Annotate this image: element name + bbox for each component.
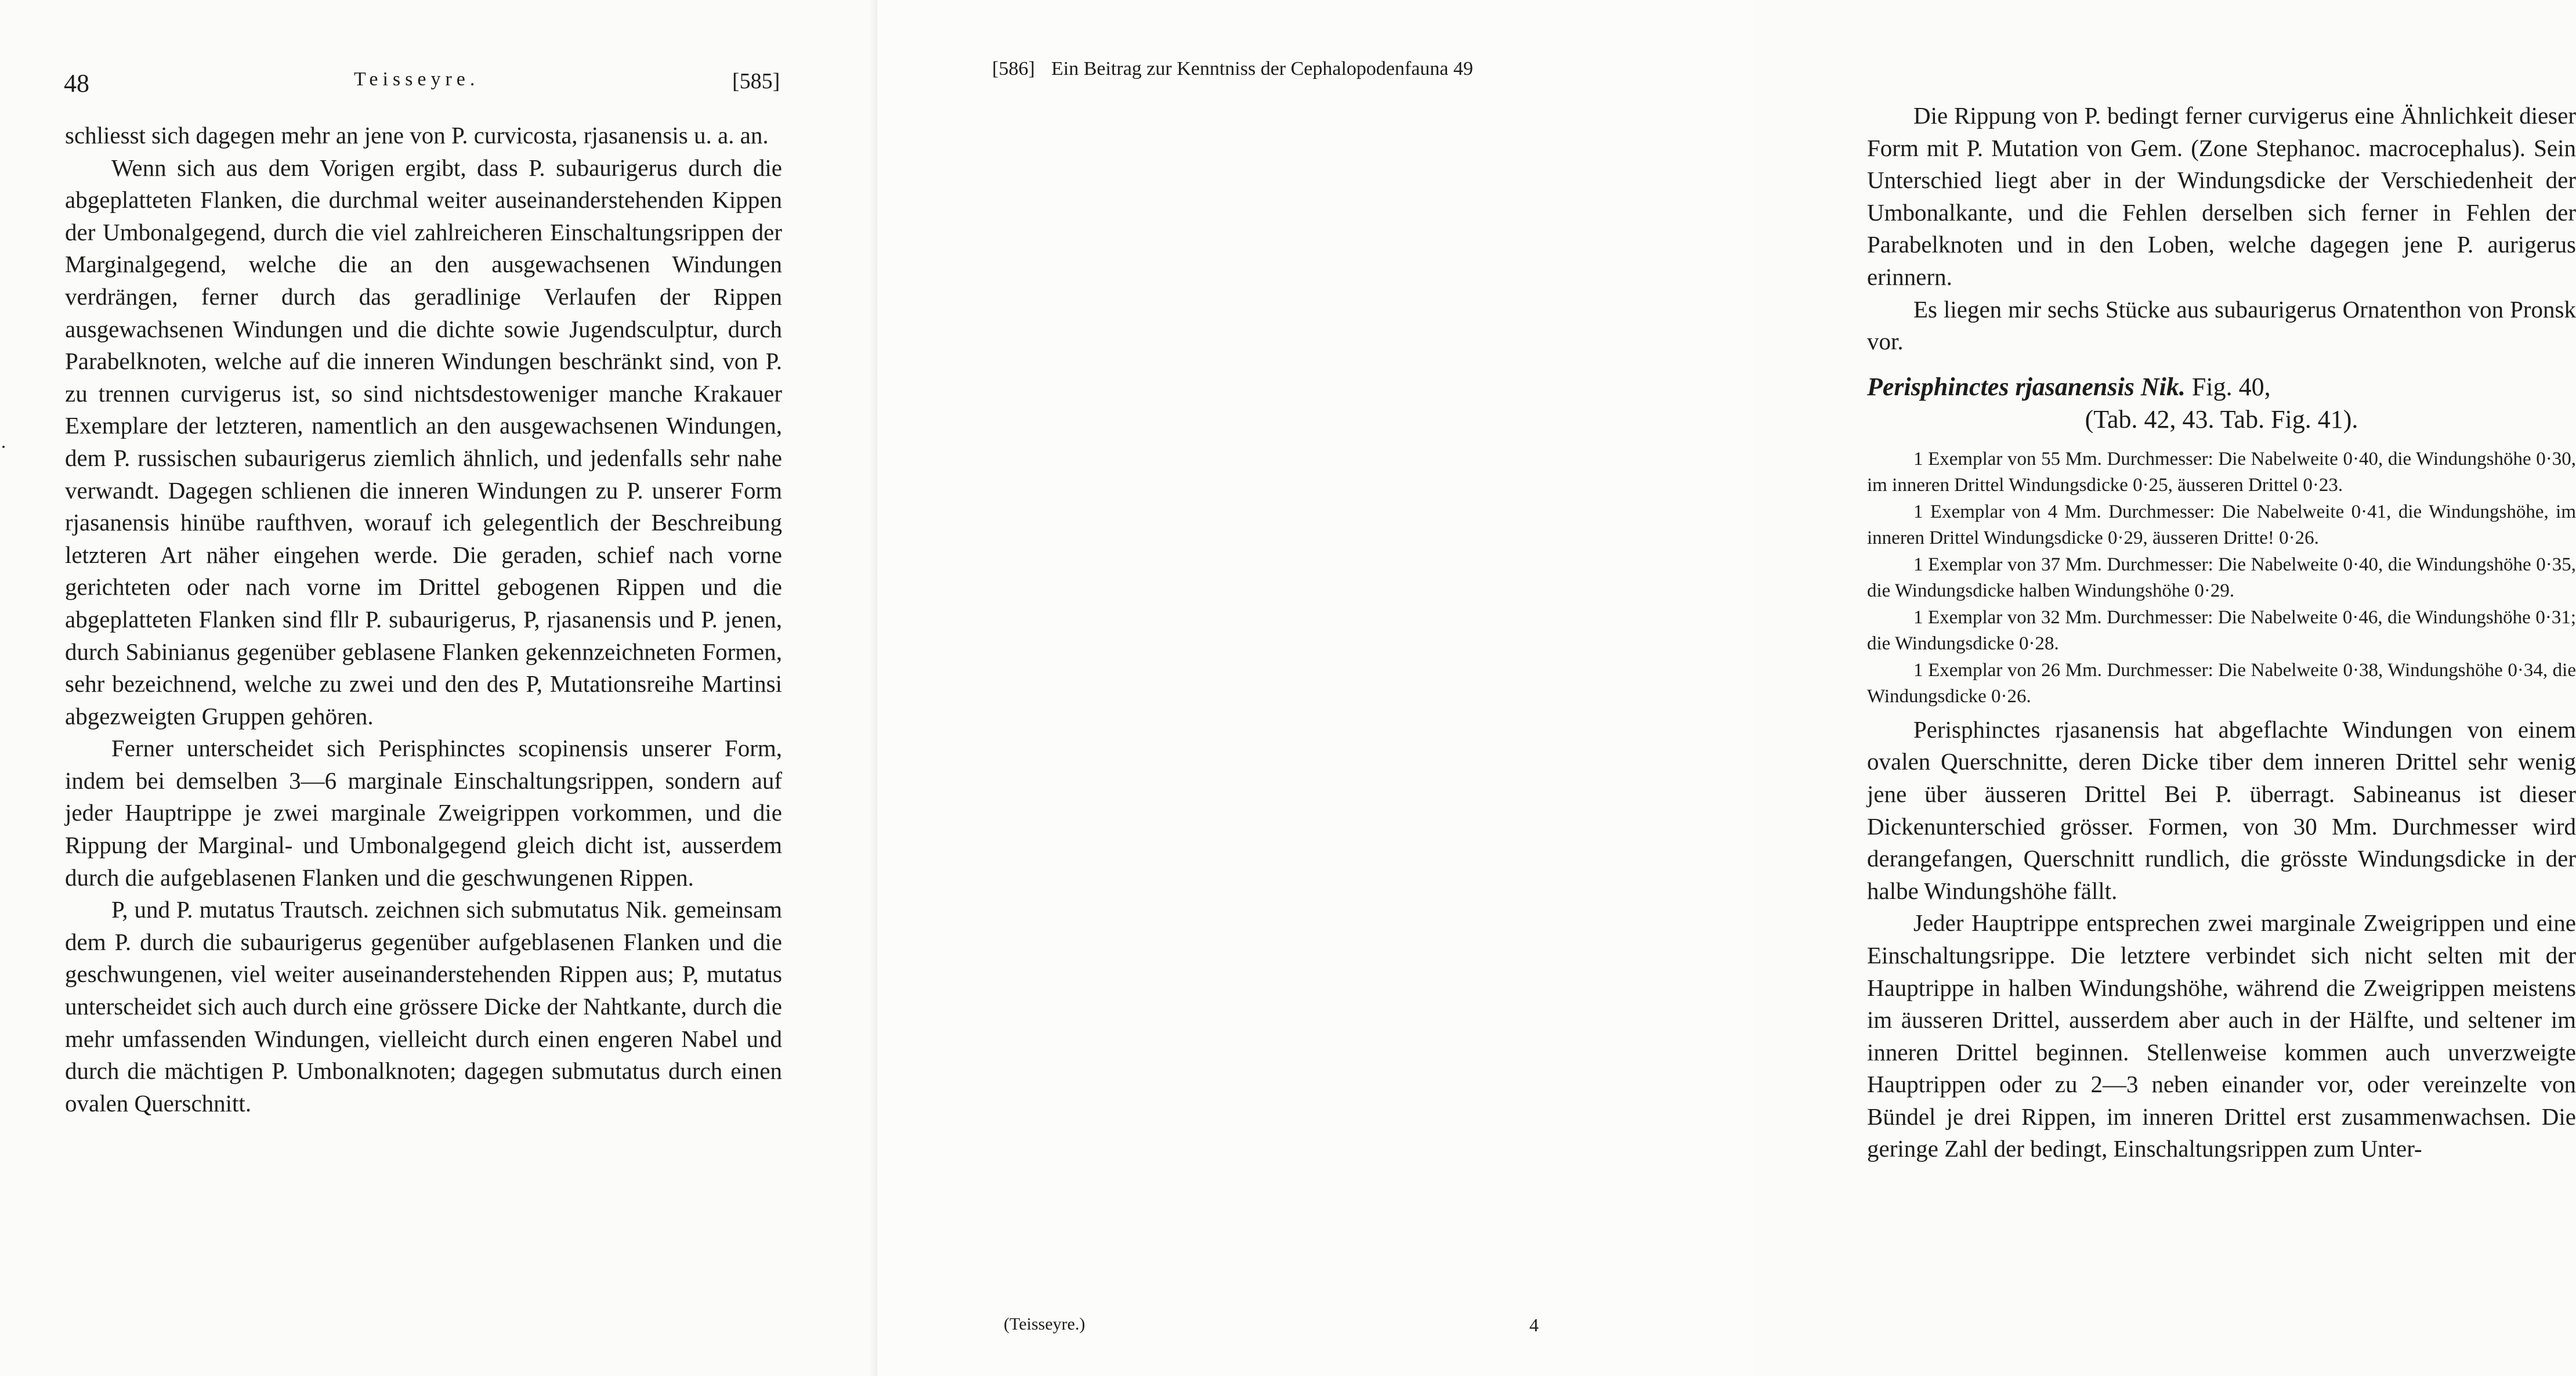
running-title-left: Teisseyre. bbox=[354, 68, 480, 90]
signature-number: 4 bbox=[1529, 1314, 1539, 1335]
page-number-left: 48 bbox=[64, 69, 89, 97]
species-title: Perisphinctes rjasanensis Nik. bbox=[1867, 372, 2186, 401]
right-page bbox=[877, 0, 2576, 1376]
bracket-number-right: [586] bbox=[992, 58, 1035, 80]
paragraph: Die Rippung von P. bedingt ferner curvigerus eine Ähnlichkeit dieser Form mit P. Mutation von Gem. (Zone Stephanoc. macrocephalus). Sein Unterschied liegt aber in der Windungsdicke der Verschiedenheit der Umbonalkante, und die Fehlen derselben sich ferner in Fehlen der Parabelknoten und in den Loben, welche dagegen jene P. aurigerus erinnern. bbox=[1867, 102, 2576, 290]
paragraph: Es liegen mir sechs Stücke aus subaurigerus Ornatenthon von Pronsk vor. bbox=[1867, 295, 2576, 355]
table-reference: (Tab. 42, 43. Tab. Fig. 41). bbox=[2085, 405, 2358, 434]
measurement-line: 1 Exemplar von 26 Mm. Durchmesser: Die Nabelweite 0·38, Windungshöhe 0·34, die Windungsdicke 0·26. bbox=[1867, 659, 2576, 707]
measurement-line: 1 Exemplar von 32 Mm. Durchmesser: Die Nabelweite 0·46, die Windungshöhe 0·31; die Windungsdicke 0·28. bbox=[1867, 606, 2576, 655]
left-body-text bbox=[65, 120, 782, 1119]
running-title-right: Ein Beitrag zur Kenntniss der Cephalopodenfauna 49 bbox=[1051, 58, 1474, 80]
paragraph: Perisphinctes rjasanensis hat abgeflachte Windungen von einem ovalen Querschnitte, deren Dicke tiber dem inneren Drittel sehr wenig jene über äusseren Drittel Bei P. überragt. Sabineanus ist dieser Dickenunterschied grösser. Formen, von 30 Mm. Durchmesser wird derangefangen, Querschnitt rundlich, die grösste Windungsdicke in der halbe Windungshöhe fällt. bbox=[1867, 716, 2576, 904]
paragraph: Wenn sich aus dem Vorigen ergibt, dass P. subaurigerus durch die abgeplatteten Flanken, die durchmal weiter auseinanderstehenden Kippen der Umbonalgegend, durch die viel zahlreicheren Einschaltungsrippen der Marginalgegend, welche die an den ausgewachsenen Windungen verdrängen, ferner durch das geradlinige Verlaufen der Rippen ausgewachsenen Windungen und die dichte sowie Jugendsculptur, durch Parabelknoten, welche auf die inneren Windungen beschränkt sind, von P. zu trennen curvigerus ist, so sind nichtsdestoweniger manche Krakauer Exemplare der letzteren, namentlich an den ausgewachsenen Windungen, dem P. russischen subaurigerus ziemlich ähnlich, und jedenfalls sehr nahe verwandt. Dagegen schlienen die inneren Windungen zu P. unserer Form rjasanensis hinübe raufthven, worauf ich gelegentlich der Beschreibung letzteren Art näher eingehen werde. Die geraden, schief nach vorne gerichteten oder nach vorne im Drittel gebogenen Rippen und die abgeplatteten Flanken sind fllr P. subaurigerus, P, rjasanensis und P. jenen, durch Sabinianus gegenüber geblasene Flanken gekennzeichneten Formen, sehr bezeichnend, welche zu zwei und den des P, Mutationsreihe Martinsi abgezweigten Gruppen gehören. bbox=[65, 154, 782, 729]
margin-dot bbox=[2, 446, 5, 448]
right-body-text bbox=[1867, 100, 2576, 1165]
figure-reference: Fig. 40, bbox=[2191, 372, 2271, 401]
measurement-line: 1 Exemplar von 37 Mm. Durchmesser: Die Nabelweite 0·40, die Windungshöhe 0·35, die Windungsdicke halben Windungshöhe 0·29. bbox=[1867, 554, 2576, 602]
paragraph: Ferner unterscheidet sich Perisphinctes scopinensis unserer Form, indem bei demselben 3—6 marginale Einschaltungsrippen, sondern auf jeder Hauptrippe je zwei marginale Zweigrippen vorkommen, und die Rippung der Marginal- und Umbonalgegend gleich dicht ist, ausserdem durch die aufgeblasenen Flanken und die geschwungenen Rippen. bbox=[65, 735, 782, 891]
footer-author-note: (Teisseyre.) bbox=[1004, 1314, 1086, 1334]
measurement-line: 1 Exemplar von 4 Mm. Durchmesser: Die Nabelweite 0·41, die Windungshöhe, im inneren Drittel Windungsdicke 0·29, äusseren Dritte! 0·26. bbox=[1867, 501, 2576, 549]
species-heading bbox=[1867, 371, 2576, 436]
paragraph: P, und P. mutatus Trautsch. zeichnen sich submutatus Nik. gemeinsam dem P. durch die subaurigerus gegenüber aufgeblasenen Flanken und die geschwungenen, viel weiter auseinanderstehenden Rippen aus; P, mutatus unterscheidet sich auch durch eine grössere Dicke der Nahtkante, durch die mehr umfassenden Windungen, vielleicht durch einen engeren Nabel und durch die mächtigen P. Umbonalknoten; dagegen submutatus durch einen ovalen Querschnitt. bbox=[65, 896, 782, 1117]
paragraph: Jeder Hauptrippe entsprechen zwei marginale Zweigrippen und eine Einschaltungsrippe. Die letztere verbindet sich nicht selten mit der Hauptrippe in halben Windungshöhe, während die Zweigrippen meistens im äusseren Drittel, ausserdem aber auch in der Hälfte, und seltener im inneren Drittel beginnen. Stellenweise kommen auch unverzweigte Hauptrippen oder zu 2—3 neben einander vor, oder vereinzelte von Bündel je drei Rippen, im inneren Drittel erst zusammenwachsen. Die geringe Zahl der bedingt, Einschaltungsrippen zum Unter- bbox=[1867, 909, 2576, 1162]
left-page bbox=[0, 0, 877, 1376]
paragraph: schliesst sich dagegen mehr an jene von P. curvicosta, rjasanensis u. a. an. bbox=[65, 122, 769, 149]
bracket-number-left: [585] bbox=[732, 69, 780, 93]
measurement-line: 1 Exemplar von 55 Mm. Durchmesser: Die Nabelweite 0·40, die Windungshöhe 0·30, im inneren Drittel Windungsdicke 0·25, äusseren Drittel 0·23. bbox=[1867, 448, 2576, 496]
